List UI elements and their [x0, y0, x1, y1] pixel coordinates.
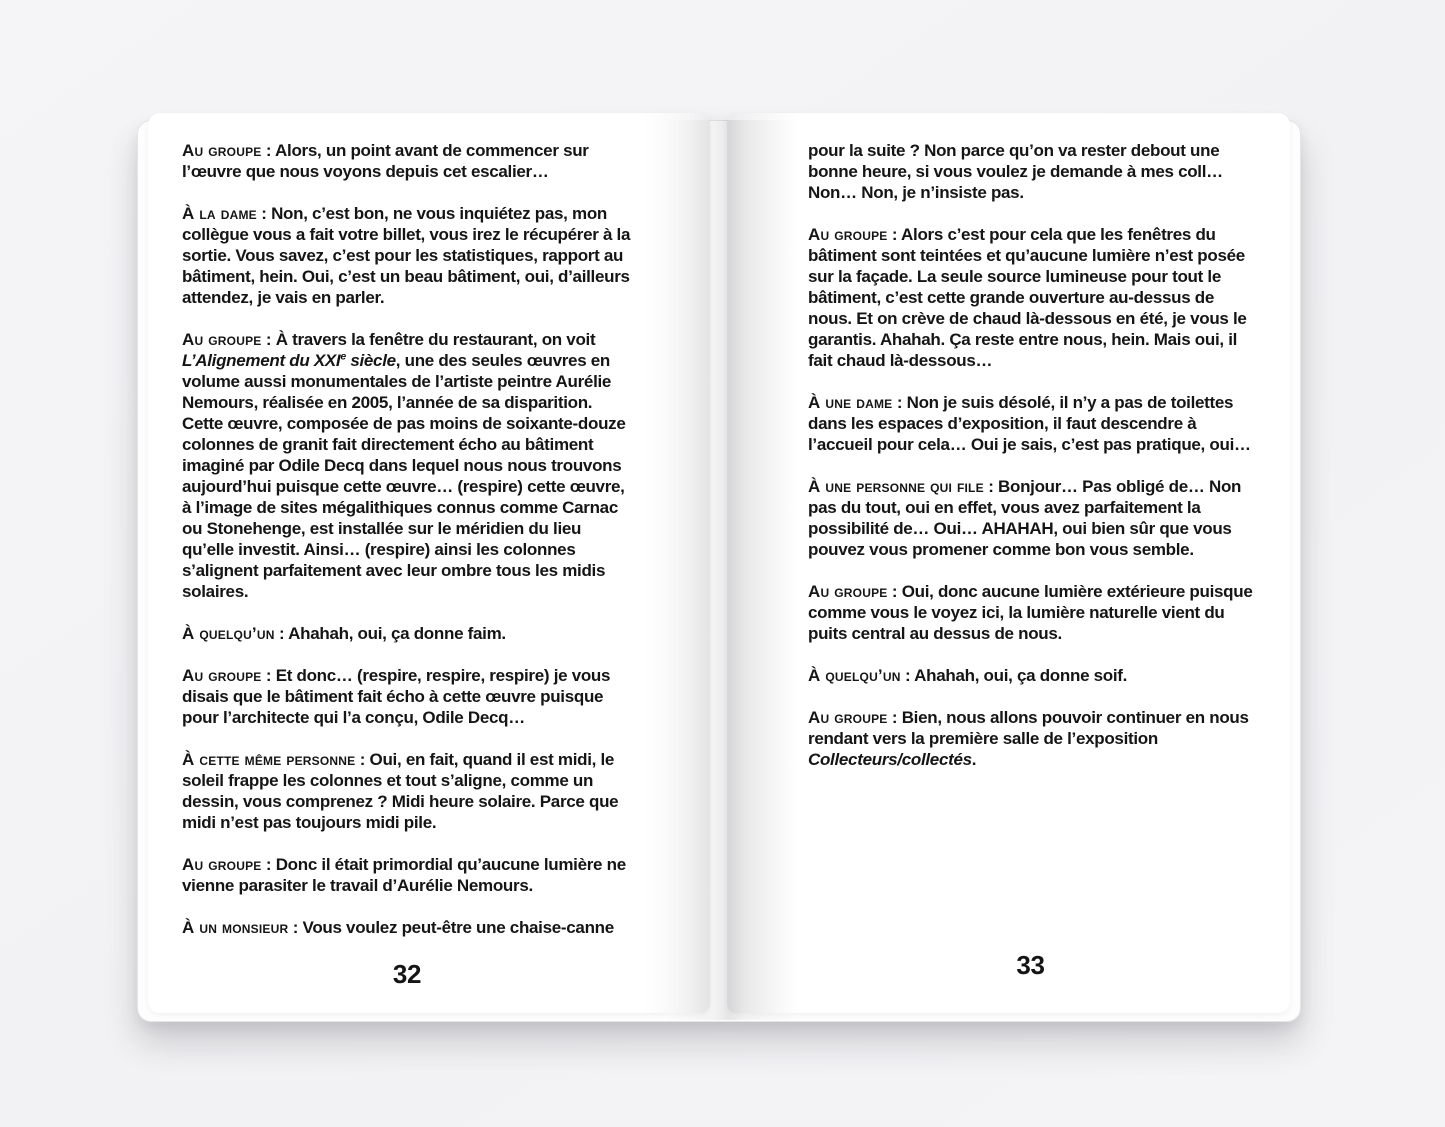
dialogue-paragraph	[182, 140, 632, 182]
dialogue-text-run: : Et donc… (respire, respire, respire) je vous disais que le bâtiment fait écho à cette œuvre puisque pour l’architecte qui l’a conçu, Odile Decq…	[182, 666, 611, 727]
speaker-label: À une personne qui file	[808, 477, 984, 496]
dialogue-paragraph	[182, 665, 632, 728]
dialogue-paragraph	[182, 203, 632, 308]
dialogue-paragraph	[182, 623, 632, 644]
dialogue-paragraph	[808, 476, 1253, 560]
dialogue-text-run: L’Alignement du XXI	[182, 351, 341, 370]
dialogue-paragraph	[182, 329, 632, 602]
dialogue-paragraph	[182, 854, 632, 896]
dialogue-text-run: : Bonjour… Pas obligé de… Non pas du tout, oui en effet, vous avez parfaitement la possibilité de… Oui… AHAHAH, oui bien sûr que vous pouvez vous promener comme bon vous semble.	[808, 477, 1242, 559]
speaker-label: À une dame	[808, 393, 893, 412]
dialogue-text-run: : Non je suis désolé, il n’y a pas de toilettes dans les espaces d’exposition, il faut descendre à l’accueil pour cela… Oui je sais, c’est pas pratique, oui…	[808, 393, 1251, 454]
speaker-label: Au groupe	[808, 708, 888, 727]
dialogue-text-run: , une des seules œuvres en volume aussi monumentales de l’artiste peintre Aurélie Nemours, réalisée en 2005, l’année de sa disparition. Cette œuvre, composée de pas moins de soixante-douze colonnes de granit fait directement écho au bâtiment imaginé par Odile Decq dans lequel nous nous trouvons aujourd’hui puisque cette œuvre… (respire) cette œuvre, à l’image de sites mégalithiques connus comme Carnac ou Stonehenge, est installée sur le méridien du lieu qu’elle investit. Ainsi… (respire) ainsi les colonnes s’alignent parfaitement avec leur ombre tous les midis solaires.	[182, 351, 626, 601]
dialogue-text-run: : À travers la fenêtre du restaurant, on voit	[261, 330, 596, 349]
dialogue-paragraph	[808, 581, 1253, 644]
dialogue-paragraph	[808, 140, 1253, 203]
dialogue-paragraph	[182, 917, 632, 938]
speaker-label: Au groupe	[182, 855, 262, 874]
speaker-label: À quelqu’un	[808, 666, 901, 685]
dialogue-text-run: : Alors, un point avant de commencer sur l’œuvre que nous voyons depuis cet escalier…	[182, 141, 589, 181]
dialogue-text-run: : Alors c’est pour cela que les fenêtres du bâtiment sont teintées et qu’aucune lumière n’est posée sur la façade. La seule source lumineuse pour tout le bâtiment, c’est cette grande ouverture au-dessus de nous. Et on crève de chaud là-dessous en été, je vous le garantis. Ahahah. Ça reste entre nous, hein. Mais oui, il fait chaud là-dessous…	[808, 225, 1247, 370]
speaker-label: À cette même personne	[182, 750, 356, 769]
dialogue-text-run: siècle	[345, 351, 396, 370]
speaker-label: À un monsieur	[182, 918, 289, 937]
dialogue-text-run: : Oui, donc aucune lumière extérieure puisque comme vous le voyez ici, la lumière naturelle vient du puits central au dessus de nous.	[808, 582, 1253, 643]
speaker-label: Au groupe	[182, 666, 262, 685]
dialogue-paragraph	[808, 224, 1253, 371]
page-number-left: 32	[392, 959, 422, 989]
dialogue-text-run: : Vous voulez peut-être une chaise-canne	[288, 918, 614, 937]
book-page-left	[148, 113, 710, 1013]
book-page-right	[727, 113, 1290, 1013]
dialogue-text-run: : Oui, en fait, quand il est midi, le soleil frappe les colonnes et tout s’aligne, comme un dessin, vous comprenez ? Midi heure solaire. Parce que midi n’est pas toujours midi pile.	[182, 750, 619, 832]
dialogue-paragraph	[808, 392, 1253, 455]
speaker-label: Au groupe	[808, 225, 888, 244]
speaker-label: À quelqu’un	[182, 624, 275, 643]
dialogue-text-run: e	[340, 350, 346, 363]
dialogue-text-run: : Non, c’est bon, ne vous inquiétez pas, mon collègue vous a fait votre billet, vous irez le récupérer à la sortie. Vous savez, c’est pour les statistiques, rapport au bâtiment, hein. Oui, c’est un beau bâtiment, oui, d’ailleurs attendez, je vais en parler.	[182, 204, 631, 307]
book-gutter-shadow	[665, 120, 793, 1020]
dialogue-paragraph	[808, 707, 1253, 770]
dialogue-text-run: pour la suite ? Non parce qu’on va rester debout une bonne heure, si vous voulez je demande à mes coll… Non… Non, je n’insiste pas.	[808, 141, 1223, 202]
dialogue-text-run: Collecteurs/collectés	[808, 750, 972, 769]
dialogue-text-run: .	[971, 750, 977, 769]
page-right-text	[808, 140, 1253, 791]
page-left-text	[182, 140, 632, 959]
page-number-right: 33	[1016, 950, 1045, 980]
dialogue-paragraph	[808, 665, 1253, 686]
speaker-label: À la dame	[182, 204, 257, 223]
open-book	[137, 113, 1301, 1022]
dialogue-text-run: : Ahahah, oui, ça donne faim.	[274, 624, 506, 643]
speaker-label: Au groupe	[182, 330, 262, 349]
dialogue-text-run: : Bien, nous allons pouvoir continuer en nous rendant vers la première salle de l’exposition	[808, 708, 1249, 748]
speaker-label: Au groupe	[182, 141, 262, 160]
dialogue-paragraph	[182, 749, 632, 833]
dialogue-text-run: : Ahahah, oui, ça donne soif.	[900, 666, 1128, 685]
speaker-label: Au groupe	[808, 582, 888, 601]
dialogue-text-run: : Donc il était primordial qu’aucune lumière ne vienne parasiter le travail d’Aurélie Nemours.	[182, 855, 626, 895]
